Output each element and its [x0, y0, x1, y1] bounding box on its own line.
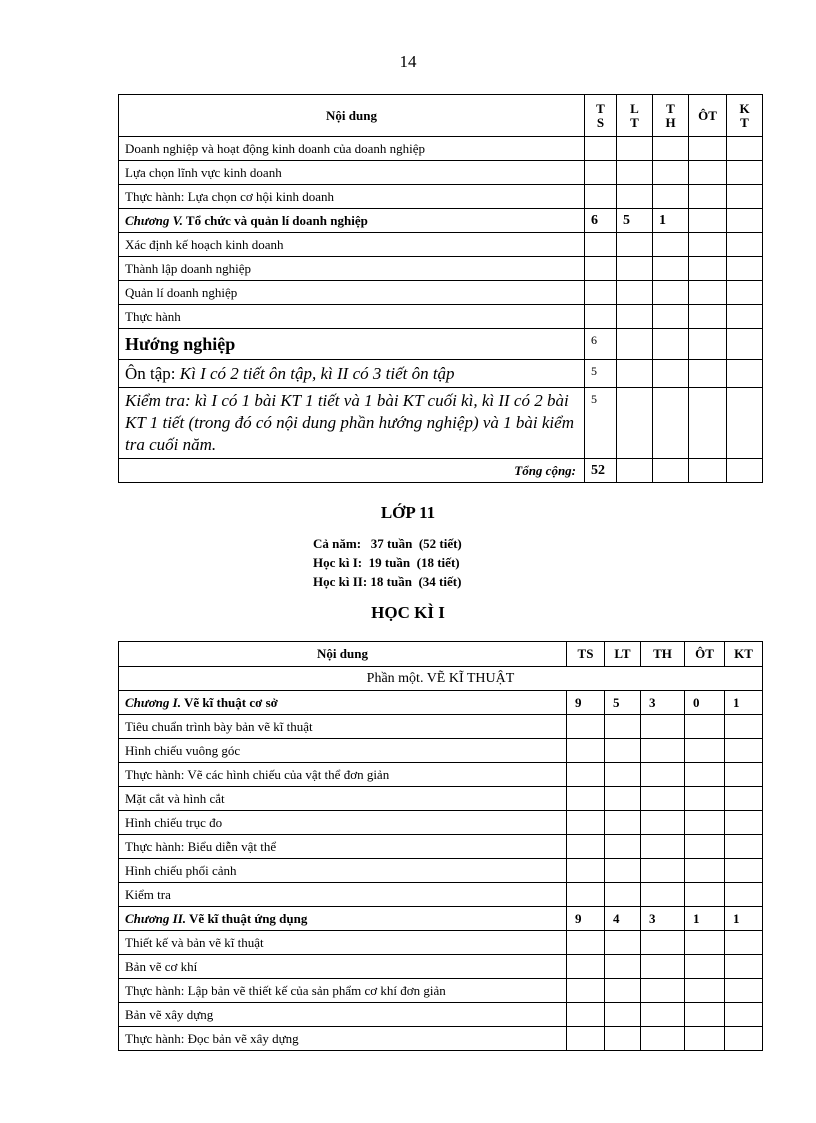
header-ts: T S: [585, 95, 617, 137]
part-row: Phần một. VẼ KĨ THUẬT: [119, 667, 763, 691]
table-row: Thực hành: Vẽ các hình chiếu của vật thể đơn giản: [119, 763, 763, 787]
table-row: Thành lập doanh nghiệp: [119, 257, 763, 281]
page-number: 14: [399, 52, 417, 71]
kiem-tra-row: Kiểm tra: kì I có 1 bài KT 1 tiết và 1 bài KT cuối kì, kì II có 2 bài KT 1 tiết (trong đó có nội dung phần hướng nghiệp) và 1 bài kiểm tra cuối năm. 5: [119, 388, 763, 459]
table-header-row: [119, 95, 763, 137]
curriculum-table-lop11: [118, 641, 763, 1051]
header-th: T H: [653, 95, 689, 137]
ca-nam: Cả năm: 37 tuần (52 tiết): [313, 536, 462, 551]
grade-heading: LỚP 11: [380, 503, 436, 522]
table-row: Doanh nghiệp và hoạt động kinh doanh của doanh nghiệp: [119, 137, 763, 161]
table-row: Thực hành: Lựa chọn cơ hội kinh doanh: [119, 185, 763, 209]
header-lt: L T: [617, 95, 653, 137]
table-header-row: Nội dung TS LT TH ÔT KT: [119, 642, 763, 667]
table-row: Lựa chọn lĩnh vực kinh doanh: [119, 161, 763, 185]
table-row: Quản lí doanh nghiệp: [119, 281, 763, 305]
table-row: Thiết kế và bản vẽ kĩ thuật: [119, 931, 763, 955]
table-row: Kiểm tra: [119, 883, 763, 907]
table-row: Hình chiếu trục đo: [119, 811, 763, 835]
table-row: Mặt cắt và hình cắt: [119, 787, 763, 811]
header-kt: K T: [727, 95, 763, 137]
chapter-row: Chương V. Tổ chức và quản lí doanh nghiệp 6 5 1: [119, 209, 763, 233]
table-row: Bản vẽ cơ khí: [119, 955, 763, 979]
table-row: Thực hành: Đọc bản vẽ xây dựng: [119, 1027, 763, 1051]
chapter-row: Chương II. Vẽ kĩ thuật ứng dụng 9 4 3 1 1: [119, 907, 763, 931]
table-row: Hình chiếu vuông góc: [119, 739, 763, 763]
table-row: Bản vẽ xây dựng: [119, 1003, 763, 1027]
hoc-ki-1: Học kì I: 19 tuần (18 tiết): [313, 555, 460, 570]
table-row: Thực hành: Biểu diễn vật thể: [119, 835, 763, 859]
total-row: Tổng cộng: 52: [119, 459, 763, 483]
hoc-ki-2: Học kì II: 18 tuần (34 tiết): [313, 574, 462, 589]
header-ot: ÔT: [689, 95, 727, 137]
on-tap-row: Ôn tập: Kì I có 2 tiết ôn tập, kì II có 3 tiết ôn tập 5: [119, 360, 763, 388]
schedule-info: [0, 534, 816, 591]
table-row: Hình chiếu phối cảnh: [119, 859, 763, 883]
huong-nghiep-row: Hướng nghiệp 6: [119, 329, 763, 360]
table-row: Tiêu chuẩn trình bày bản vẽ kĩ thuật: [119, 715, 763, 739]
table-row: Thực hành: [119, 305, 763, 329]
curriculum-table-continued: [118, 94, 763, 483]
semester-heading: HỌC KÌ I: [371, 603, 445, 622]
header-content: Nội dung: [119, 95, 585, 137]
chapter-row: Chương I. Vẽ kĩ thuật cơ sở 9 5 3 0 1: [119, 691, 763, 715]
table-row: Thực hành: Lập bản vẽ thiết kế của sản phẩm cơ khí đơn giản: [119, 979, 763, 1003]
table-row: Xác định kế hoạch kinh doanh: [119, 233, 763, 257]
